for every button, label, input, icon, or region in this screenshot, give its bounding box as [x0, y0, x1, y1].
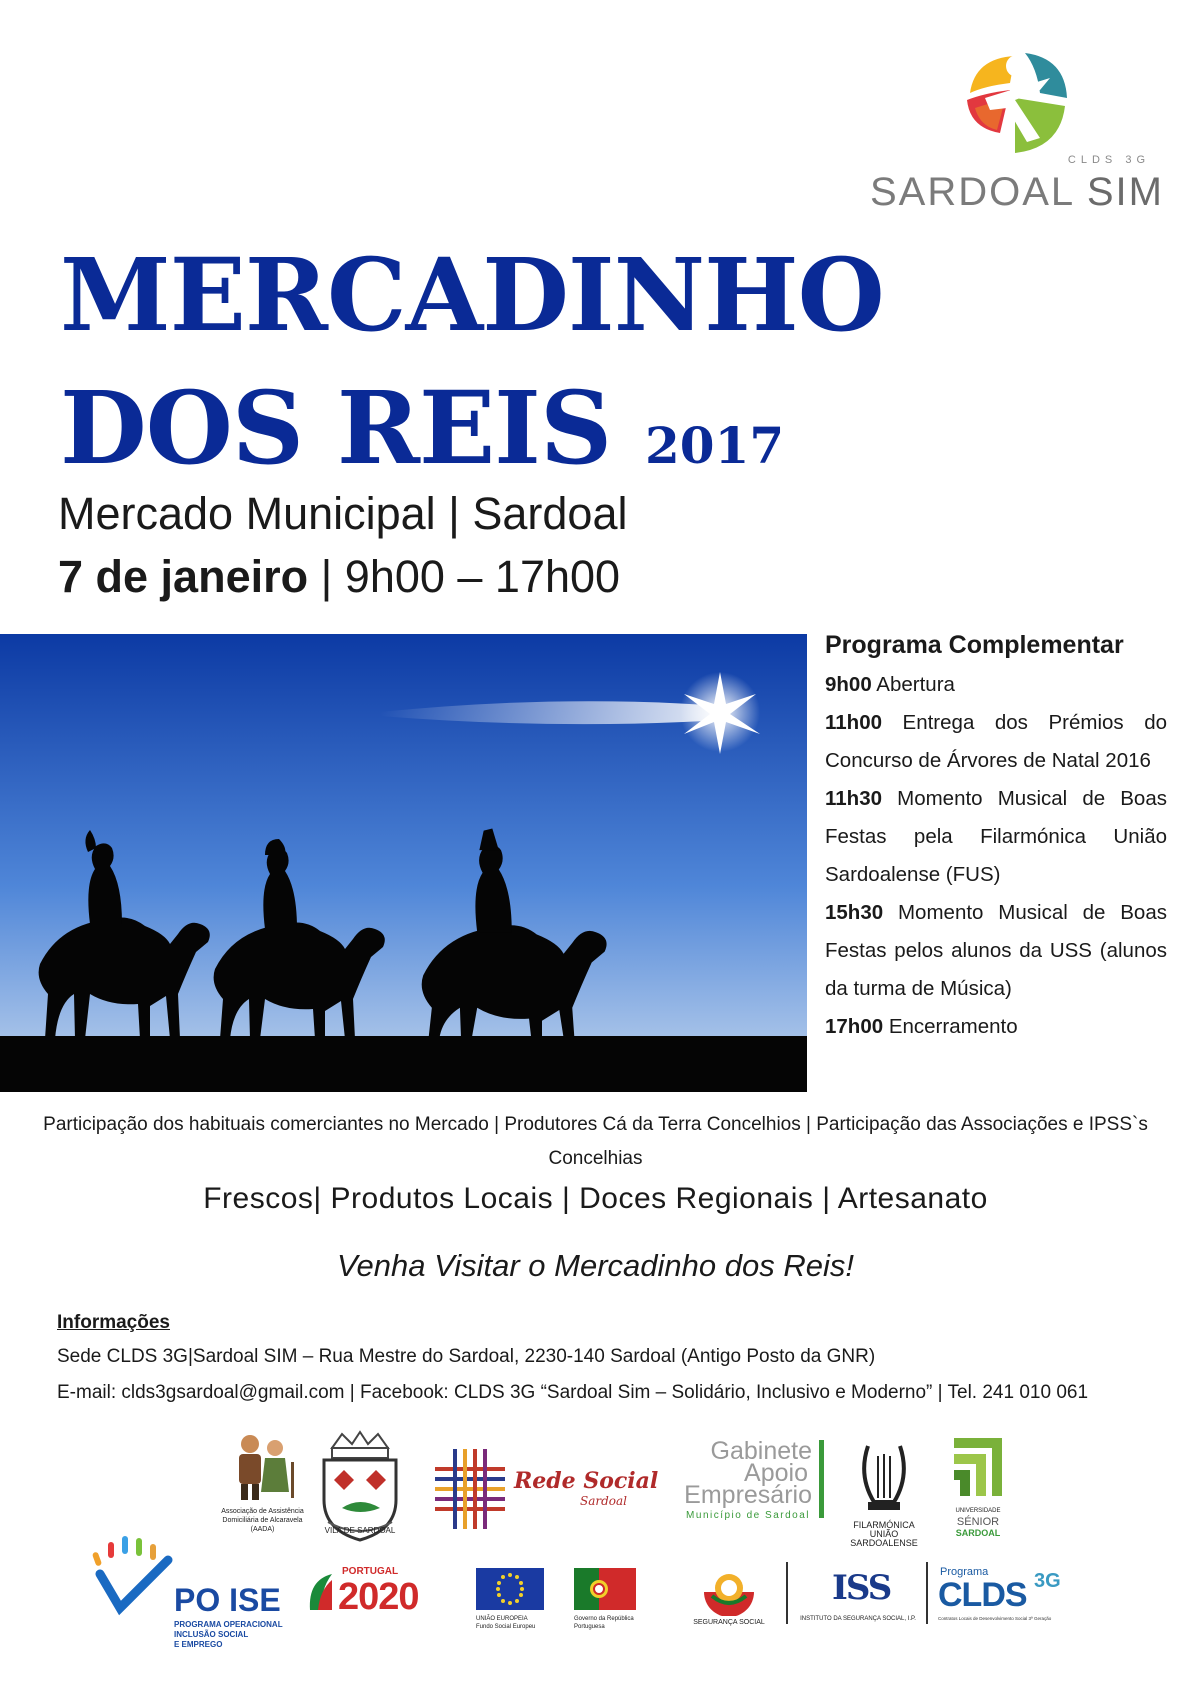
- rede-social-name: Rede Social: [514, 1468, 659, 1494]
- gov-line-1: Governo da República: [574, 1616, 634, 1622]
- seguranca-social-name: SEGURANÇA SOCIAL: [693, 1619, 765, 1626]
- event-time: | 9h00 – 17h00: [308, 551, 621, 602]
- three-wise-men-image: [0, 634, 807, 1092]
- event-day: 7 de janeiro: [58, 551, 309, 602]
- elderly-couple-icon: [215, 1432, 310, 1502]
- aada-logo: [215, 1432, 310, 1542]
- program-item-5-time: 17h00: [825, 1015, 884, 1038]
- sardoal-sim-logo: [870, 38, 1170, 228]
- clds-3g-logo: [938, 1566, 1078, 1630]
- program-item-1-text: Abertura: [871, 673, 955, 696]
- program-item-5-text: Encerramento: [883, 1015, 1018, 1038]
- poise-line-1: PROGRAMA OPERACIONAL: [174, 1620, 283, 1629]
- title-line-2: [60, 369, 785, 487]
- portugal-word: PORTUGAL: [342, 1566, 399, 1577]
- person-logo-icon: [955, 38, 1075, 158]
- clds-full-name: Contratos Locais de Desenvolvimento Social 3ª Geração: [938, 1616, 1052, 1621]
- program-item-4-text: Momento Musical de Boas Festas pelos alunos da USS (alunos da turma de Música): [825, 901, 1167, 1000]
- uss-line-2: SÉNIOR: [956, 1516, 1000, 1528]
- uss-line-1: UNIVERSIDADE: [955, 1508, 1001, 1514]
- portugal-flag-shape-icon: [306, 1570, 336, 1616]
- filarmonica-logo: [838, 1436, 930, 1546]
- poise-name: PO ISE: [174, 1582, 281, 1618]
- program-item-3: [825, 780, 1167, 894]
- green-bar: [819, 1440, 824, 1518]
- logo-word-sardoal: SARDOAL: [870, 170, 1074, 214]
- apoio-word: Apoio: [744, 1459, 808, 1487]
- program-item-5: [825, 1008, 1167, 1046]
- title-line-1: MERCADINHO: [60, 236, 884, 354]
- clds-name: CLDS: [938, 1576, 1027, 1614]
- program-item-4: [825, 894, 1167, 1008]
- empresario-word: Empresário: [684, 1481, 812, 1509]
- checkmark-hands-icon: [88, 1530, 178, 1620]
- logo-subtitle: CLDS 3G: [1067, 154, 1150, 166]
- divider-2: [926, 1562, 928, 1624]
- logo-wordmark: [870, 170, 1164, 215]
- seguranca-social-logo: [684, 1566, 774, 1636]
- program-item-1: [825, 666, 1167, 704]
- vila-sardoal-crest: [312, 1430, 408, 1545]
- program-section: [825, 628, 1167, 1046]
- aada-name: Associação de Assistência Domiciliária de Alcaravela (AADA): [221, 1508, 304, 1533]
- lyre-icon: [838, 1436, 930, 1516]
- info-address: Sede CLDS 3G|Sardoal SIM – Rua Mestre do Sardoal, 2230-140 Sardoal (Antigo Posto da GNR): [57, 1346, 876, 1367]
- rede-social-logo: [430, 1444, 659, 1534]
- logo-word-sim: SIM: [1086, 170, 1164, 214]
- gabinete-apoio-logo: [655, 1437, 830, 1525]
- uss-line-3: SARDOAL: [955, 1528, 1001, 1538]
- iss-name: ISS: [832, 1568, 891, 1608]
- venue: Mercado Municipal | Sardoal: [58, 488, 628, 539]
- ue-fund: Fundo Social Europeu: [476, 1624, 536, 1630]
- universidade-senior-logo: [948, 1432, 1008, 1542]
- event-date: [58, 551, 620, 603]
- products-line: Frescos| Produtos Locais | Doces Regionais | Artesanato: [203, 1182, 988, 1215]
- gov-line-2: Portuguesa: [574, 1624, 605, 1630]
- municipio-word: Município de Sardoal: [686, 1510, 810, 1521]
- filarmonica-sub: UNIÃO SARDOALENSE: [850, 1529, 918, 1548]
- uss-green-icon: [948, 1432, 1008, 1502]
- poise-line-3: E EMPREGO: [174, 1640, 223, 1649]
- program-item-3-time: 11h30: [825, 787, 882, 810]
- rede-social-sub: Sardoal: [580, 1494, 628, 1508]
- uniao-europeia-logo: [476, 1568, 546, 1633]
- program-item-1-time: 9h00: [825, 673, 872, 696]
- sun-circle-icon: [702, 1566, 756, 1616]
- poise-logo: [88, 1530, 288, 1655]
- portugal-flag-icon: [574, 1568, 636, 1610]
- title-line-2-text: DOS REIS: [60, 369, 612, 487]
- filarmonica-name: FILARMÓNICA: [853, 1520, 915, 1530]
- participation-text: Participação dos habituais comerciantes no Mercado | Produtores Cá da Terra Concelhios | Participação das Associações e IPSS`s Concelhias: [43, 1114, 1148, 1169]
- program-item-3-text: Momento Musical de Boas Festas pela Filarmónica União Sardoalense (FUS): [825, 787, 1167, 886]
- program-item-4-time: 15h30: [825, 901, 884, 924]
- gabinete-word: Gabinete: [710, 1437, 812, 1465]
- info-contact: E-mail: clds3gsardoal@gmail.com | Facebook: CLDS 3G “Sardoal Sim – Solidário, Inclusivo e Moderno” | Tel. 241 010 061: [57, 1382, 1089, 1403]
- divider-1: [786, 1562, 788, 1624]
- program-item-2-text: Entrega dos Prémios do Concurso de Árvores de Natal 2016: [825, 711, 1167, 772]
- iss-logo: [798, 1568, 918, 1628]
- portugal-2020-word: 2020: [338, 1576, 419, 1618]
- program-title: Programa Complementar: [825, 631, 1124, 659]
- program-item-2: [825, 704, 1167, 780]
- info-title: Informações: [57, 1312, 170, 1333]
- ue-name: UNIÃO EUROPEIA: [476, 1616, 528, 1622]
- title-year: 2017: [645, 416, 785, 475]
- eu-flag-icon: [476, 1568, 544, 1610]
- woven-lines-icon: [430, 1444, 510, 1534]
- vila-sardoal-text: VILA DE SARDOAL: [324, 1526, 396, 1535]
- program-item-2-time: 11h00: [825, 711, 882, 734]
- portugal-2020-logo: [306, 1566, 454, 1626]
- invite-line: Venha Visitar o Mercadinho dos Reis!: [337, 1248, 854, 1283]
- ground: [0, 1036, 807, 1092]
- clds-3g-word: 3G: [1034, 1570, 1061, 1592]
- governo-logo: [574, 1568, 654, 1633]
- clds-programa-word: Programa: [940, 1566, 989, 1578]
- iss-full-name: INSTITUTO DA SEGURANÇA SOCIAL, I.P.: [800, 1616, 916, 1622]
- poise-line-2: INCLUSÃO SOCIAL: [174, 1630, 249, 1639]
